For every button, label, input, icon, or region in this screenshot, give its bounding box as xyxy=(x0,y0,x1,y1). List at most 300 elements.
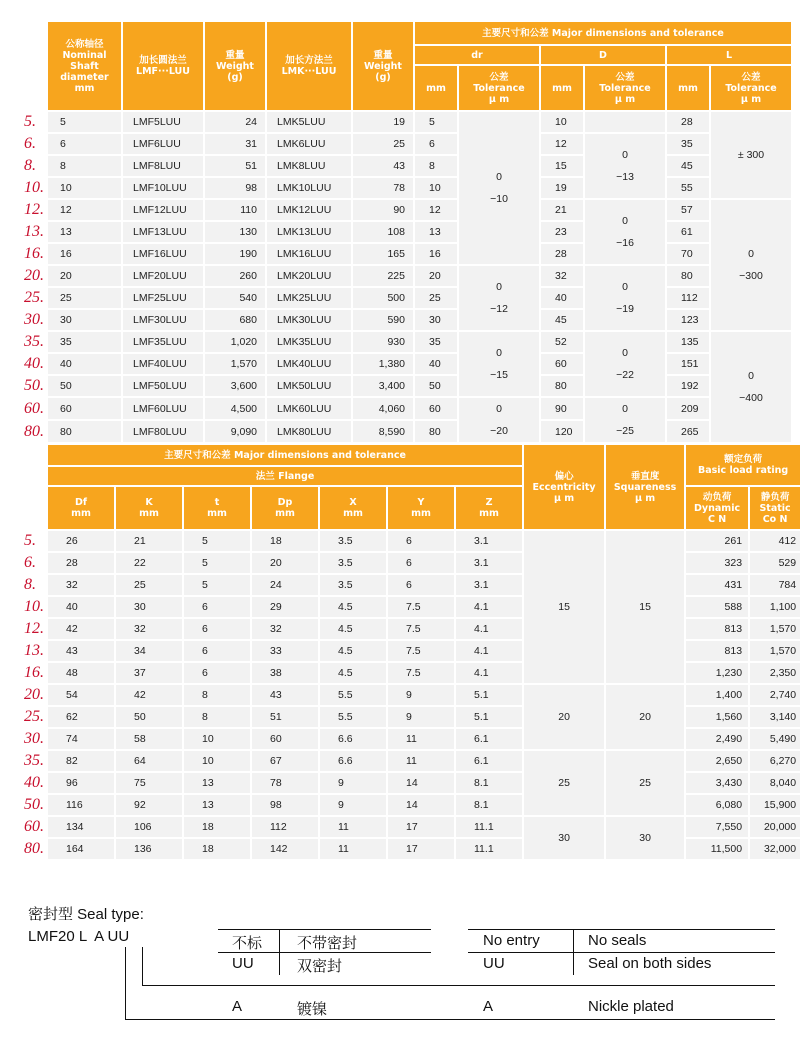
cell-Df: 74 xyxy=(48,729,114,749)
cell-Df: 26 xyxy=(48,531,114,551)
cell-D: 12 xyxy=(541,134,583,154)
cell-Z: 3.1 xyxy=(456,553,522,573)
cell-Z: 3.1 xyxy=(456,575,522,595)
cell-Df: 32 xyxy=(48,575,114,595)
squareness-value: 30 xyxy=(606,817,684,859)
cell-K: 92 xyxy=(116,795,182,815)
cell-static-load: 1,570 xyxy=(750,619,800,639)
table-row xyxy=(20,531,800,551)
cell-w1: 130 xyxy=(205,222,265,242)
cell-L: 70 xyxy=(667,244,709,264)
K-header: K mm xyxy=(116,487,182,529)
cell-static-load: 2,350 xyxy=(750,663,800,683)
cell-w2: 8,590 xyxy=(353,421,413,442)
cell-D: 19 xyxy=(541,178,583,198)
cell-d: 10 xyxy=(48,178,121,198)
cell-Dp: 24 xyxy=(252,575,318,595)
seal-cn-desc-3: 镀镍 xyxy=(297,1001,328,1018)
squareness-value: 20 xyxy=(606,685,684,749)
cell-Y: 11 xyxy=(388,729,454,749)
cell-Df: 40 xyxy=(48,597,114,617)
cell-D: 52 xyxy=(541,332,583,352)
cell-Dp: 43 xyxy=(252,685,318,705)
cell-X: 4.5 xyxy=(320,641,386,661)
cell-w2: 78 xyxy=(353,178,413,198)
cell-Y: 9 xyxy=(388,685,454,705)
eccentricity-value: 30 xyxy=(524,817,604,859)
cell-w1: 51 xyxy=(205,156,265,176)
cell-Y: 7.5 xyxy=(388,619,454,639)
cell-Y: 7.5 xyxy=(388,597,454,617)
cell-L: 45 xyxy=(667,156,709,176)
cell-d: 5 xyxy=(48,112,121,132)
cell-K: 32 xyxy=(116,619,182,639)
cell-t: 6 xyxy=(184,663,250,683)
cell-dynamic-load: 7,550 xyxy=(686,817,748,837)
table-row xyxy=(20,751,800,771)
cell-d: 60 xyxy=(48,398,121,419)
row-label: 16. xyxy=(24,664,44,681)
table-row xyxy=(20,222,791,242)
cell-t: 8 xyxy=(184,685,250,705)
eccentricity-value: 20 xyxy=(524,685,604,749)
cell-w1: 31 xyxy=(205,134,265,154)
cell-dynamic-load: 1,230 xyxy=(686,663,748,683)
eccentricity-value: 15 xyxy=(524,531,604,683)
cell-lmf: LMF40LUU xyxy=(123,354,203,374)
row-label: 50. xyxy=(24,377,44,394)
cell-static-load: 1,570 xyxy=(750,641,800,661)
seal-cn-desc-1: 不带密封 xyxy=(297,935,358,952)
seal-en-desc-2: Seal on both sides xyxy=(588,955,712,972)
cell-t: 18 xyxy=(184,839,250,859)
D-tolerance: 0 −22 xyxy=(585,332,665,396)
cell-D: 10 xyxy=(541,112,583,132)
leader-UU xyxy=(142,947,143,985)
leader-A xyxy=(125,947,126,1019)
cell-lmk: LMK50LUU xyxy=(267,376,351,396)
cell-dynamic-load: 323 xyxy=(686,553,748,573)
cell-Z: 8.1 xyxy=(456,773,522,793)
cell-dr: 40 xyxy=(415,354,457,374)
cell-t: 10 xyxy=(184,729,250,749)
cell-Df: 42 xyxy=(48,619,114,639)
row-label: 12. xyxy=(24,620,44,637)
cell-L: 80 xyxy=(667,266,709,286)
table-row xyxy=(20,200,791,220)
L-tolerance: 0 −400 xyxy=(711,332,791,442)
cell-Y: 6 xyxy=(388,531,454,551)
row-label: 10. xyxy=(24,179,44,196)
cell-t: 5 xyxy=(184,553,250,573)
dimensions-table-2 xyxy=(18,443,800,861)
dr-tolerance: 0 −20 xyxy=(459,398,539,442)
row-label: 60. xyxy=(24,399,44,417)
cell-X: 6.6 xyxy=(320,751,386,771)
cell-D: 60 xyxy=(541,354,583,374)
cell-K: 22 xyxy=(116,553,182,573)
cell-dynamic-load: 261 xyxy=(686,531,748,551)
cell-lmf: LMF6LUU xyxy=(123,134,203,154)
cell-L: 151 xyxy=(667,354,709,374)
cell-static-load: 5,490 xyxy=(750,729,800,749)
cell-Z: 4.1 xyxy=(456,641,522,661)
D-tolerance-header: 公差 Tolerance μ m xyxy=(585,66,665,110)
cell-X: 11 xyxy=(320,839,386,859)
cell-lmf: LMF8LUU xyxy=(123,156,203,176)
cell-lmf: LMF10LUU xyxy=(123,178,203,198)
table-row xyxy=(20,288,791,308)
cell-lmf: LMF5LUU xyxy=(123,112,203,132)
row-label: 25. xyxy=(24,708,44,725)
cell-L: 135 xyxy=(667,332,709,352)
eccentricity-value: 25 xyxy=(524,751,604,815)
cell-Dp: 32 xyxy=(252,619,318,639)
dynamic-load-header: 动负荷 Dynamic C N xyxy=(686,487,748,529)
table-row xyxy=(20,178,791,198)
cell-Dp: 20 xyxy=(252,553,318,573)
cell-d: 50 xyxy=(48,376,121,396)
seal-type-title: 密封型 Seal type: xyxy=(28,906,144,923)
cell-Dp: 112 xyxy=(252,817,318,837)
cell-K: 50 xyxy=(116,707,182,727)
D-tolerance: 0 −19 xyxy=(585,266,665,330)
cell-Z: 11.1 xyxy=(456,839,522,859)
cell-lmf: LMF20LUU xyxy=(123,266,203,286)
cell-static-load: 412 xyxy=(750,531,800,551)
cell-X: 4.5 xyxy=(320,619,386,639)
cell-Z: 5.1 xyxy=(456,685,522,705)
row-label: 10. xyxy=(24,598,44,615)
dimensions-table-1 xyxy=(18,20,793,444)
cell-w1: 190 xyxy=(205,244,265,264)
seal-en-code-1: No entry xyxy=(483,932,540,949)
cell-lmk: LMK40LUU xyxy=(267,354,351,374)
flange-header: 法兰 Flange xyxy=(48,467,522,485)
table-row xyxy=(20,421,791,442)
cell-dr: 8 xyxy=(415,156,457,176)
cell-w2: 25 xyxy=(353,134,413,154)
row-label: 13. xyxy=(24,223,44,240)
cell-w2: 90 xyxy=(353,200,413,220)
cell-w2: 4,060 xyxy=(353,398,413,419)
table-row xyxy=(20,685,800,705)
cell-d: 8 xyxy=(48,156,121,176)
row-label: 20. xyxy=(24,686,44,703)
cell-lmk: LMK12LUU xyxy=(267,200,351,220)
cell-w1: 540 xyxy=(205,288,265,308)
cell-K: 34 xyxy=(116,641,182,661)
cell-lmk: LMK60LUU xyxy=(267,398,351,419)
cell-K: 37 xyxy=(116,663,182,683)
seal-cn-code-3: A xyxy=(232,998,243,1015)
cell-lmk: LMK13LUU xyxy=(267,222,351,242)
L-tolerance-header: 公差 Tolerance μ m xyxy=(711,66,791,110)
cell-d: 30 xyxy=(48,310,121,330)
lmk-header: 加长方法兰 LMK···LUU xyxy=(267,22,351,110)
cell-Z: 11.1 xyxy=(456,817,522,837)
cell-K: 42 xyxy=(116,685,182,705)
cell-dynamic-load: 3,430 xyxy=(686,773,748,793)
cell-w2: 225 xyxy=(353,266,413,286)
cell-Y: 7.5 xyxy=(388,663,454,683)
cell-Y: 7.5 xyxy=(388,641,454,661)
cell-d: 20 xyxy=(48,266,121,286)
load-rating-header: 额定负荷 Basic load rating xyxy=(686,445,800,485)
lmf-header: 加长圆法兰 LMF···LUU xyxy=(123,22,203,110)
cell-Df: 164 xyxy=(48,839,114,859)
cell-Df: 48 xyxy=(48,663,114,683)
cell-K: 75 xyxy=(116,773,182,793)
cell-Dp: 78 xyxy=(252,773,318,793)
cell-Y: 6 xyxy=(388,553,454,573)
nominal-diameter-header: 公称轴径 Nominal Shaft diameter mm xyxy=(48,22,121,110)
seal-en-desc-1: No seals xyxy=(588,932,647,949)
cell-X: 9 xyxy=(320,795,386,815)
cell-D: 80 xyxy=(541,376,583,396)
cell-lmf: LMF25LUU xyxy=(123,288,203,308)
cell-t: 6 xyxy=(184,597,250,617)
seal-en-code-3: A xyxy=(483,998,494,1015)
table-row xyxy=(20,817,800,837)
cell-lmf: LMF50LUU xyxy=(123,376,203,396)
cell-t: 10 xyxy=(184,751,250,771)
cell-dr: 35 xyxy=(415,332,457,352)
cell-K: 58 xyxy=(116,729,182,749)
cell-Z: 5.1 xyxy=(456,707,522,727)
cell-lmf: LMF13LUU xyxy=(123,222,203,242)
cell-Y: 14 xyxy=(388,773,454,793)
cell-static-load: 32,000 xyxy=(750,839,800,859)
cell-d: 40 xyxy=(48,354,121,374)
table-row xyxy=(20,332,791,352)
cell-Dp: 33 xyxy=(252,641,318,661)
cell-w2: 500 xyxy=(353,288,413,308)
row-label: 8. xyxy=(24,157,36,174)
table-row xyxy=(20,398,791,419)
cell-D: 28 xyxy=(541,244,583,264)
table-row xyxy=(20,266,791,286)
cell-lmf: LMF30LUU xyxy=(123,310,203,330)
t-header: t mm xyxy=(184,487,250,529)
cell-Z: 4.1 xyxy=(456,597,522,617)
cell-Y: 11 xyxy=(388,751,454,771)
major-dimensions-header-2: 主要尺寸和公差 Major dimensions and tolerance xyxy=(48,445,522,465)
seal-model-code: LMF20 L A UU xyxy=(28,928,130,945)
X-header: X mm xyxy=(320,487,386,529)
cell-Dp: 38 xyxy=(252,663,318,683)
dr-tolerance-header: 公差 Tolerance μ m xyxy=(459,66,539,110)
cell-dr: 5 xyxy=(415,112,457,132)
cell-t: 13 xyxy=(184,795,250,815)
cell-w2: 1,380 xyxy=(353,354,413,374)
cell-Df: 116 xyxy=(48,795,114,815)
cell-L: 265 xyxy=(667,421,709,442)
cell-D: 45 xyxy=(541,310,583,330)
cell-t: 5 xyxy=(184,531,250,551)
cell-dr: 6 xyxy=(415,134,457,154)
cell-lmf: LMF12LUU xyxy=(123,200,203,220)
cell-w1: 1,570 xyxy=(205,354,265,374)
cell-Y: 14 xyxy=(388,795,454,815)
cell-d: 16 xyxy=(48,244,121,264)
row-label: 12. xyxy=(24,201,44,218)
cell-d: 13 xyxy=(48,222,121,242)
cell-Df: 54 xyxy=(48,685,114,705)
cell-L: 28 xyxy=(667,112,709,132)
cell-w1: 24 xyxy=(205,112,265,132)
cell-lmf: LMF60LUU xyxy=(123,398,203,419)
cell-dynamic-load: 813 xyxy=(686,619,748,639)
cell-Y: 9 xyxy=(388,707,454,727)
cell-lmk: LMK80LUU xyxy=(267,421,351,442)
cell-dr: 16 xyxy=(415,244,457,264)
cell-X: 3.5 xyxy=(320,531,386,551)
cell-dr: 80 xyxy=(415,421,457,442)
cell-lmk: LMK8LUU xyxy=(267,156,351,176)
cell-Df: 82 xyxy=(48,751,114,771)
cell-d: 25 xyxy=(48,288,121,308)
cell-D: 40 xyxy=(541,288,583,308)
cell-w2: 3,400 xyxy=(353,376,413,396)
row-label: 8. xyxy=(24,576,36,593)
table-row xyxy=(20,134,791,154)
cell-K: 106 xyxy=(116,817,182,837)
row-label: 80. xyxy=(24,840,44,857)
cell-dynamic-load: 588 xyxy=(686,597,748,617)
cell-w1: 110 xyxy=(205,200,265,220)
cell-lmk: LMK5LUU xyxy=(267,112,351,132)
cell-D: 90 xyxy=(541,398,583,419)
cell-X: 9 xyxy=(320,773,386,793)
table-row xyxy=(20,156,791,176)
cell-lmk: LMK25LUU xyxy=(267,288,351,308)
cell-L: 112 xyxy=(667,288,709,308)
D-tolerance xyxy=(585,112,665,132)
seal-en-code-2: UU xyxy=(483,955,505,972)
row-label: 20. xyxy=(24,267,44,284)
row-label: 5. xyxy=(24,532,36,549)
cell-Df: 28 xyxy=(48,553,114,573)
cell-d: 12 xyxy=(48,200,121,220)
dr-tolerance: 0 −10 xyxy=(459,112,539,264)
cell-X: 4.5 xyxy=(320,597,386,617)
cell-dr: 25 xyxy=(415,288,457,308)
cell-Df: 96 xyxy=(48,773,114,793)
cell-K: 21 xyxy=(116,531,182,551)
row-label: 6. xyxy=(24,135,36,152)
cell-Z: 4.1 xyxy=(456,619,522,639)
cell-X: 4.5 xyxy=(320,663,386,683)
cell-static-load: 3,140 xyxy=(750,707,800,727)
cell-w1: 98 xyxy=(205,178,265,198)
dr-header: dr xyxy=(415,46,539,64)
cell-dynamic-load: 2,650 xyxy=(686,751,748,771)
seal-cn-desc-2: 双密封 xyxy=(297,958,343,975)
cell-static-load: 529 xyxy=(750,553,800,573)
major-dimensions-header: 主要尺寸和公差 Major dimensions and tolerance xyxy=(415,22,791,44)
dr-mm-header: mm xyxy=(415,66,457,110)
cell-Df: 62 xyxy=(48,707,114,727)
table-row xyxy=(20,112,791,132)
cell-static-load: 784 xyxy=(750,575,800,595)
cell-Df: 134 xyxy=(48,817,114,837)
table-row xyxy=(20,354,791,374)
cell-static-load: 15,900 xyxy=(750,795,800,815)
row-label: 50. xyxy=(24,796,44,813)
cell-dynamic-load: 431 xyxy=(686,575,748,595)
cell-dynamic-load: 813 xyxy=(686,641,748,661)
cell-L: 55 xyxy=(667,178,709,198)
cell-K: 25 xyxy=(116,575,182,595)
L-header: L xyxy=(667,46,791,64)
cell-Dp: 60 xyxy=(252,729,318,749)
row-label: 60. xyxy=(24,818,44,835)
cell-w2: 930 xyxy=(353,332,413,352)
row-label: 16. xyxy=(24,245,44,262)
Dp-header: Dp mm xyxy=(252,487,318,529)
row-label: 35. xyxy=(24,333,44,350)
cell-D: 120 xyxy=(541,421,583,442)
cell-dr: 10 xyxy=(415,178,457,198)
table-row xyxy=(20,310,791,330)
cell-w1: 260 xyxy=(205,266,265,286)
cell-Z: 6.1 xyxy=(456,729,522,749)
cell-t: 13 xyxy=(184,773,250,793)
cell-t: 8 xyxy=(184,707,250,727)
static-load-header: 静负荷 Static Co N xyxy=(750,487,800,529)
row-label: 30. xyxy=(24,730,44,747)
cell-dr: 12 xyxy=(415,200,457,220)
cell-X: 6.6 xyxy=(320,729,386,749)
cell-D: 15 xyxy=(541,156,583,176)
cell-Z: 3.1 xyxy=(456,531,522,551)
cell-L: 61 xyxy=(667,222,709,242)
L-tolerance: ± 300 xyxy=(711,112,791,198)
D-tolerance: 0 −16 xyxy=(585,200,665,264)
cell-L: 123 xyxy=(667,310,709,330)
cell-lmf: LMF80LUU xyxy=(123,421,203,442)
cell-D: 23 xyxy=(541,222,583,242)
cell-X: 5.5 xyxy=(320,707,386,727)
row-label: 6. xyxy=(24,554,36,571)
cell-Z: 8.1 xyxy=(456,795,522,815)
Df-header: Df mm xyxy=(48,487,114,529)
Z-header: Z mm xyxy=(456,487,522,529)
cell-K: 30 xyxy=(116,597,182,617)
cell-w1: 680 xyxy=(205,310,265,330)
cell-X: 5.5 xyxy=(320,685,386,705)
cell-lmf: LMF35LUU xyxy=(123,332,203,352)
cell-Z: 4.1 xyxy=(456,663,522,683)
cell-dynamic-load: 2,490 xyxy=(686,729,748,749)
D-mm-header: mm xyxy=(541,66,583,110)
cell-lmf: LMF16LUU xyxy=(123,244,203,264)
cell-D: 21 xyxy=(541,200,583,220)
cell-X: 3.5 xyxy=(320,553,386,573)
Y-header: Y mm xyxy=(388,487,454,529)
cell-Dp: 98 xyxy=(252,795,318,815)
cell-X: 11 xyxy=(320,817,386,837)
cell-static-load: 1,100 xyxy=(750,597,800,617)
cell-Dp: 142 xyxy=(252,839,318,859)
row-label: 40. xyxy=(24,355,44,372)
cell-K: 136 xyxy=(116,839,182,859)
row-label: 40. xyxy=(24,774,44,791)
cell-dynamic-load: 1,560 xyxy=(686,707,748,727)
seal-cn-code-2: UU xyxy=(232,955,254,972)
cell-lmk: LMK16LUU xyxy=(267,244,351,264)
